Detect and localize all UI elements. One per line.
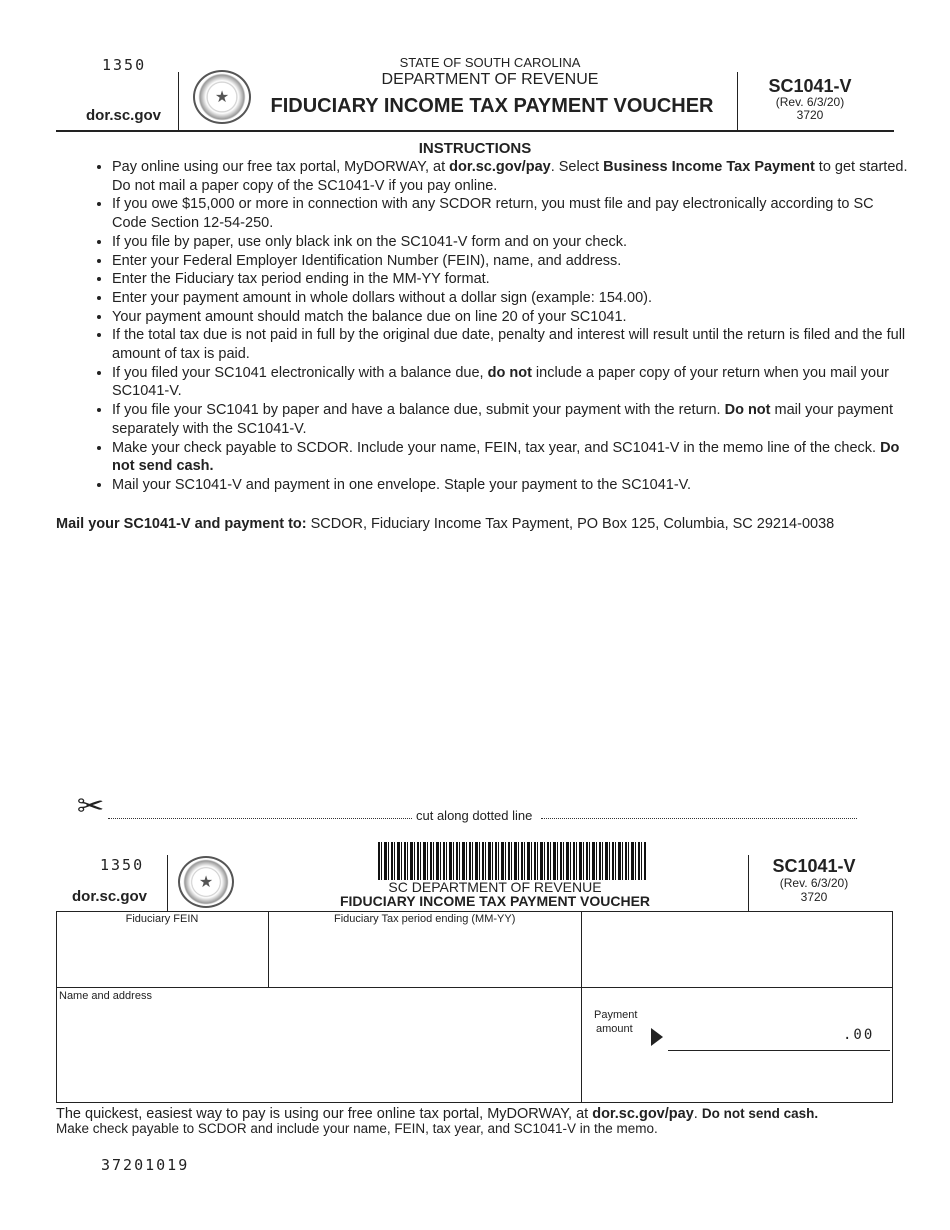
header-rule <box>56 130 894 132</box>
list-item <box>112 195 912 232</box>
mailing-instructions <box>56 516 916 532</box>
cut-line-right <box>541 818 857 819</box>
scissors-icon: ✂ <box>76 790 105 823</box>
voucher-title: FIDUCIARY INCOME TAX PAYMENT VOUCHER <box>339 893 651 909</box>
state-name: STATE OF SOUTH CAROLINA <box>399 55 581 70</box>
item-text: If you filed your SC1041 electronically with a balance due, <box>112 364 488 381</box>
list-item <box>112 326 912 363</box>
form-revision: (Rev. 6/3/20) <box>775 95 845 109</box>
payment-label-amount: amount <box>596 1023 633 1035</box>
tax-period-label: Fiduciary Tax period ending (MM-YY) <box>334 913 516 925</box>
list-item <box>112 476 912 495</box>
form-id: SC1041-V <box>768 76 852 96</box>
mail-label: Mail your SC1041-V and payment to: <box>56 516 307 532</box>
list-item <box>112 252 912 271</box>
name-address-field[interactable] <box>60 1005 576 1099</box>
list-item <box>112 270 912 289</box>
fein-label: Fiduciary FEIN <box>125 913 199 925</box>
portal-link[interactable]: dor.sc.gov/pay <box>449 159 551 175</box>
voucher-divider-left <box>167 855 168 911</box>
list-item <box>112 439 912 476</box>
instructions-list <box>92 158 912 495</box>
department-name: DEPARTMENT OF REVENUE <box>381 71 599 88</box>
item-emphasis: Do not send cash. <box>112 439 900 475</box>
footer-text: The quickest, easiest way to pay is using our free online tax portal, MyDORWAY, at <box>56 1106 593 1122</box>
grid-divider-fein <box>268 911 269 988</box>
item-text: to get started. Do not mail a paper copy of the SC1041-V if you pay online. <box>112 159 908 194</box>
item-text: . Select <box>550 159 604 175</box>
form-number: 3720 <box>796 108 824 122</box>
arrow-right-icon <box>651 1028 663 1046</box>
list-item <box>112 308 912 327</box>
voucher-form-code: 1350 <box>100 856 145 874</box>
item-emphasis: do not <box>487 364 532 381</box>
form-code: 1350 <box>102 56 147 74</box>
list-item <box>112 364 912 401</box>
barcode <box>378 842 646 880</box>
item-text: Your payment amount should match the balance due on line 20 of your SC1041. <box>112 308 627 325</box>
item-text: Pay online using our free tax portal, MyDORWAY, at <box>112 159 450 175</box>
list-item <box>112 401 912 438</box>
payment-cents: .00 <box>843 1027 875 1043</box>
item-text: Enter the Fiduciary tax period ending in the MM-YY format. <box>112 271 490 288</box>
item-text: Enter your payment amount in whole dollars without a dollar sign (example: 154.00). <box>112 289 653 306</box>
list-item <box>112 289 912 308</box>
blank-field <box>585 914 889 984</box>
item-text: If you owe $15,000 or more in connection with any SCDOR return, you must file and pay electronically according to SC Code Section 12-54-250. <box>112 196 874 232</box>
voucher-form-number: 3720 <box>800 890 828 904</box>
item-emphasis: Business Income Tax Payment <box>603 159 815 175</box>
item-emphasis: Do not <box>724 402 771 419</box>
item-text: If you file by paper, use only black ink on the SC1041-V form and on your check. <box>112 233 628 250</box>
footer-portal-link[interactable]: dor.sc.gov/pay <box>592 1106 694 1122</box>
voucher-department: SC DEPARTMENT OF REVENUE <box>388 879 602 895</box>
voucher-revision: (Rev. 6/3/20) <box>779 876 849 890</box>
item-text: If the total tax due is not paid in full by the original due date, penalty and interest will result until the return is filed and the full amount of tax is paid. <box>112 327 906 363</box>
state-seal-icon: ★ <box>193 70 251 124</box>
voucher-website[interactable]: dor.sc.gov <box>72 888 148 905</box>
grid-divider-payment <box>581 911 582 1103</box>
item-text: include a paper copy of your return when you mail your SC1041-V. <box>112 364 889 400</box>
cut-line-left <box>108 818 412 819</box>
footer-text: . <box>693 1106 702 1122</box>
fein-field[interactable] <box>60 928 264 984</box>
item-text: Enter your Federal Employer Identification Number (FEIN), name, and address. <box>112 252 622 269</box>
footer-line-1 <box>56 1106 936 1122</box>
voucher-seal-icon: ★ <box>178 856 234 908</box>
item-text: mail your payment separately with the SC1041-V. <box>112 402 893 437</box>
item-text: If you file your SC1041 by paper and have a balance due, submit your payment with the return. <box>112 402 725 419</box>
item-text: Mail your SC1041-V and payment in one envelope. Staple your payment to the SC1041-V. <box>112 476 692 493</box>
list-item <box>112 233 912 252</box>
payment-label: Payment <box>594 1009 638 1021</box>
list-item <box>112 158 912 195</box>
website[interactable]: dor.sc.gov <box>86 107 162 124</box>
footer-cash-warning: Do not send cash. <box>701 1106 819 1121</box>
header-divider-right <box>737 72 738 130</box>
voucher-form-id: SC1041-V <box>772 856 856 876</box>
name-address-label: Name and address <box>59 990 152 1002</box>
item-text: Make your check payable to SCDOR. Include your name, FEIN, tax year, and SC1041-V in the memo line of the check. <box>112 439 881 456</box>
header-divider-left <box>178 72 179 130</box>
cut-line-label: cut along dotted line <box>416 808 533 823</box>
grid-row-divider <box>56 987 893 988</box>
tax-period-field[interactable] <box>272 928 577 984</box>
footer-line-2: Make check payable to SCDOR and include your name, FEIN, tax year, and SC1041-V in the memo. <box>56 1121 658 1136</box>
instructions-heading: INSTRUCTIONS <box>418 140 532 157</box>
barcode-number: 37201019 <box>101 1156 190 1174</box>
mail-address: SCDOR, Fiduciary Income Tax Payment, PO Box 125, Columbia, SC 29214-0038 <box>306 516 835 532</box>
page-title: FIDUCIARY INCOME TAX PAYMENT VOUCHER <box>270 95 714 117</box>
